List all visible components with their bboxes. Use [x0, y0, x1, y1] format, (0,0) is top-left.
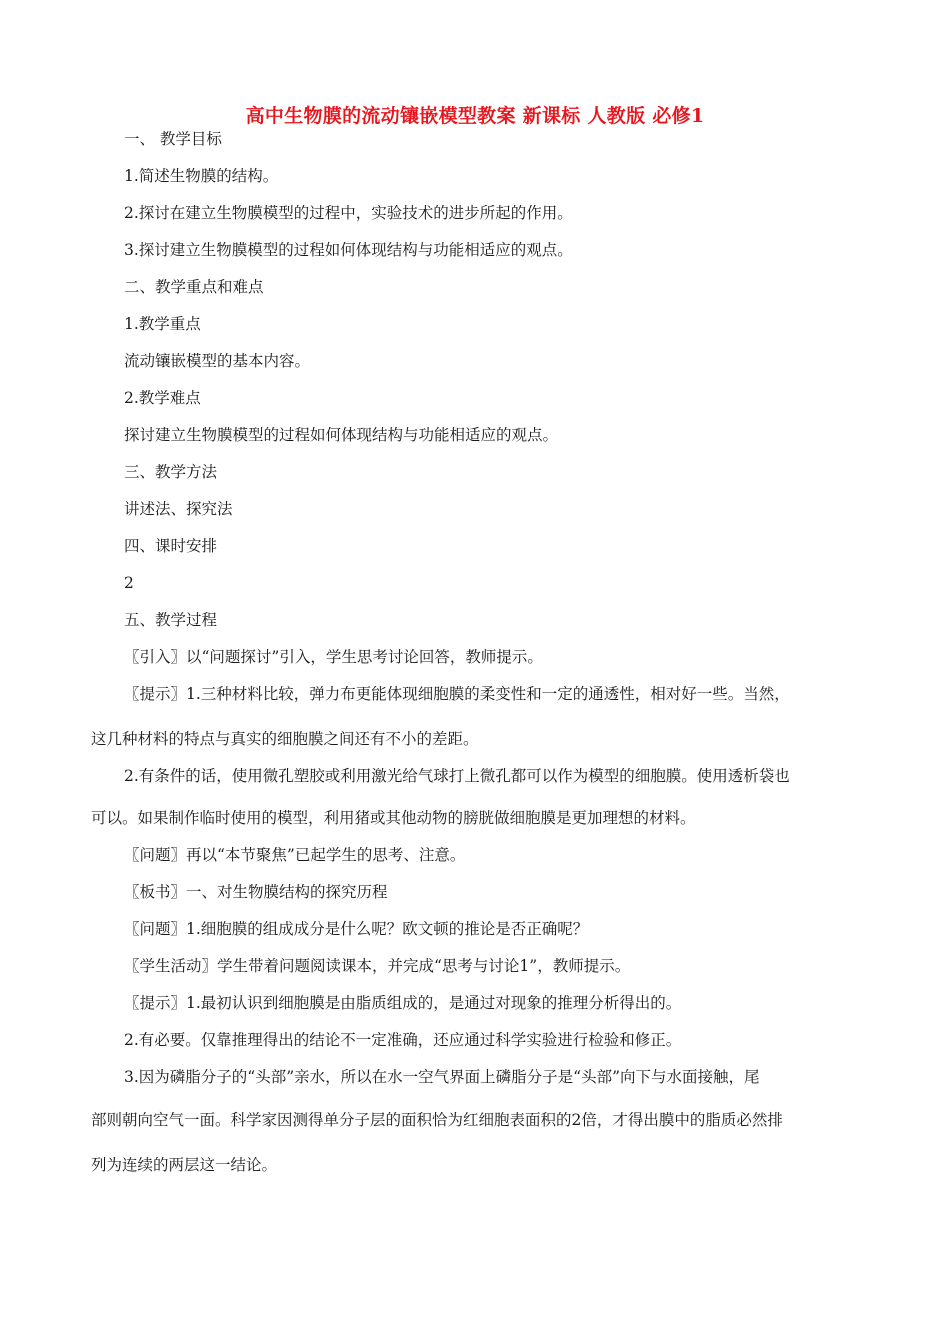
paragraph: 1.教学重点 — [124, 315, 201, 333]
paragraph: 探讨建立生物膜模型的过程如何体现结构与功能相适应的观点。 — [124, 426, 559, 444]
paragraph: 〖引入〗以“问题探讨”引入，学生思考讨论回答，教师提示。 — [124, 648, 543, 666]
paragraph: 流动镶嵌模型的基本内容。 — [124, 352, 311, 370]
heading-key-points: 二、教学重点和难点 — [124, 278, 264, 296]
paragraph: 〖提示〗1.三种材料比较，弹力布更能体现细胞膜的柔变性和一定的通透性，相对好一些。当然， — [124, 685, 790, 703]
paragraph: 1.简述生物膜的结构。 — [124, 167, 279, 185]
paragraph: 2.教学难点 — [124, 389, 201, 407]
paragraph: 部则朝向空气一面。科学家因测得单分子层的面积恰为红细胞表面积的2倍，才得出膜中的脂质必然排 — [91, 1111, 783, 1129]
paragraph: 〖问题〗再以“本节聚焦”已起学生的思考、注意。 — [124, 846, 466, 864]
paragraph: 〖提示〗1.最初认识到细胞膜是由脂质组成的，是通过对现象的推理分析得出的。 — [124, 994, 682, 1012]
heading-methods: 三、教学方法 — [124, 463, 218, 481]
paragraph: 2 — [124, 574, 134, 592]
paragraph: 3.探讨建立生物膜模型的过程如何体现结构与功能相适应的观点。 — [124, 241, 573, 259]
paragraph: 〖问题〗1.细胞膜的组成成分是什么呢？欧文顿的推论是否正确呢？ — [124, 920, 589, 938]
paragraph: 3.因为磷脂分子的“头部”亲水，所以在水一空气界面上磷脂分子是“头部”向下与水面接触，尾 — [124, 1068, 760, 1086]
paragraph: 2.探讨在建立生物膜模型的过程中，实验技术的进步所起的作用。 — [124, 204, 573, 222]
paragraph: 这几种材料的特点与真实的细胞膜之间还有不小的差距。 — [91, 730, 479, 748]
paragraph: 〖板书〗一、对生物膜结构的探究历程 — [124, 883, 388, 901]
document-title: 高中生物膜的流动镶嵌模型教案 新课标 人教版 必修1 — [245, 105, 705, 127]
paragraph: 2.有条件的话，使用微孔塑胶或利用激光给气球打上微孔都可以作为模型的细胞膜。使用透析袋也 — [124, 767, 790, 785]
paragraph: 2.有必要。仅靠推理得出的结论不一定准确，还应通过科学实验进行检验和修正。 — [124, 1031, 682, 1049]
paragraph: 〖学生活动〗学生带着问题阅读课本，并完成“思考与讨论1”，教师提示。 — [124, 957, 631, 975]
heading-objectives: 一、 教学目标 — [124, 130, 222, 148]
heading-process: 五、教学过程 — [124, 611, 218, 629]
paragraph: 列为连续的两层这一结论。 — [91, 1156, 278, 1174]
heading-schedule: 四、课时安排 — [124, 537, 218, 555]
paragraph: 可以。如果制作临时使用的模型，利用猪或其他动物的膀胱做细胞膜是更加理想的材料。 — [91, 809, 696, 827]
paragraph: 讲述法、探究法 — [124, 500, 233, 518]
